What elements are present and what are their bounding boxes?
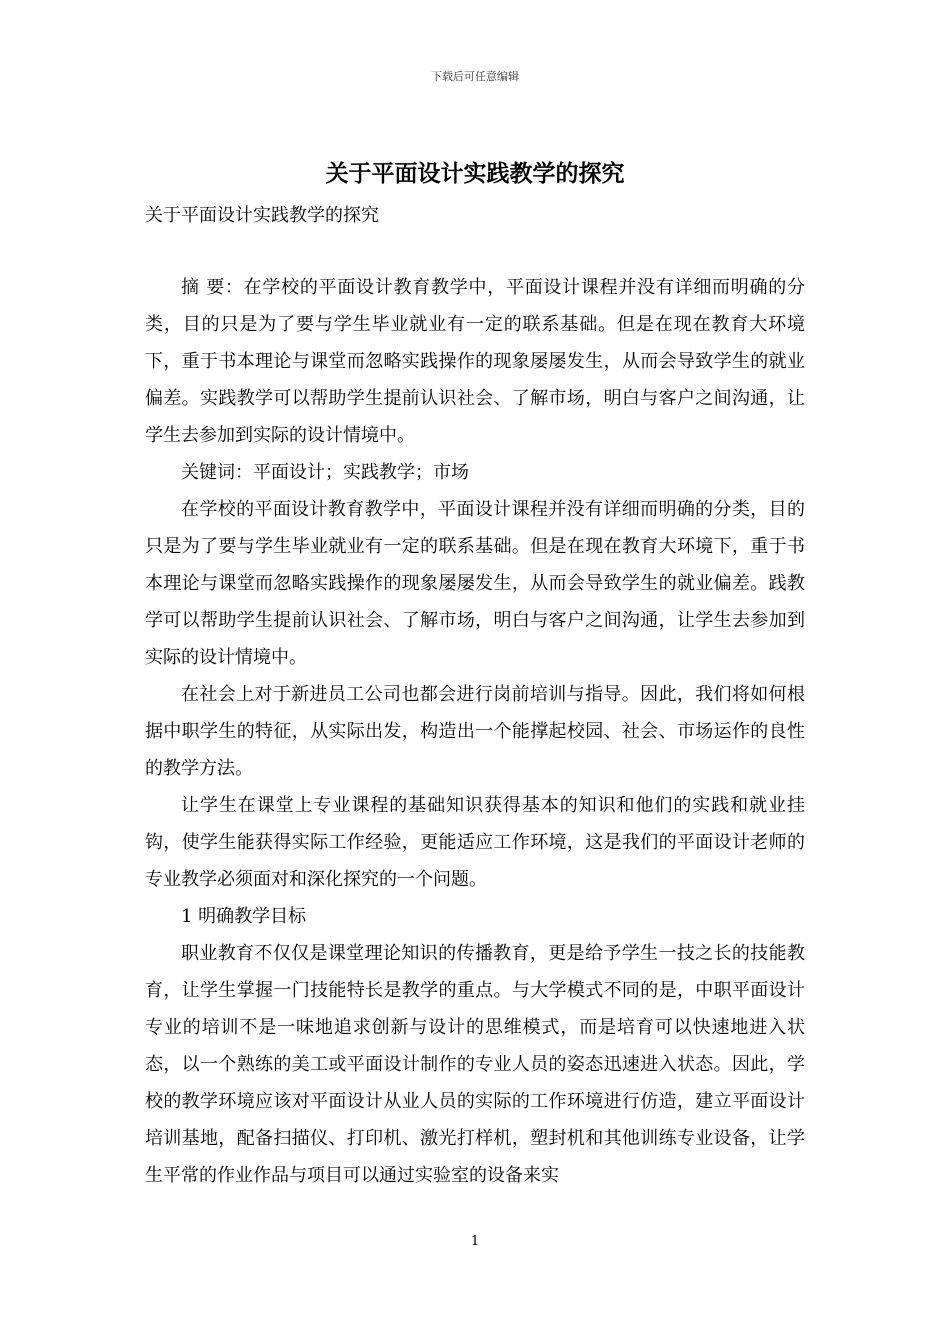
body-paragraph: 在社会上对于新进员工公司也都会进行岗前培训与指导。因此，我们将如何根据中职学生的特征，从实际出发，构造出一个能撑起校园、社会、市场运作的良性的教学方法。 xyxy=(145,684,805,779)
document-body xyxy=(145,269,805,1194)
body-paragraph: 在学校的平面设计教育教学中，平面设计课程并没有详细而明确的分类，目的只是为了要与学生毕业就业有一定的联系基础。但是在现在教育大环境下，重于书本理论与课堂而忽略实践操作的现象屡屡发生，从而会导致学生的就业偏差。践教学可以帮助学生提前认识社会、了解市场，明白与客户之间沟通，让学生去参加到实际的设计情境中。 xyxy=(145,499,805,668)
body-paragraph: 让学生在课堂上专业课程的基础知识获得基本的知识和他们的实践和就业挂钩，使学生能获得实际工作经验，更能适应工作环境，这是我们的平面设计老师的专业教学必须面对和深化探究的一个问题。 xyxy=(145,795,805,890)
body-paragraph: 职业教育不仅仅是课堂理论知识的传播教育，更是给予学生一技之长的技能教育，让学生掌握一门技能特长是教学的重点。与大学模式不同的是，中职平面设计专业的培训不是一味地追求创新与设计的思维模式，而是培育可以快速地进入状态，以一个熟练的美工或平面设计制作的专业人员的姿态迅速进入状态。因此，学校的教学环境应该对平面设计从业人员的实际的工作环境进行仿造，建立平面设计培训基地，配备扫描仪、打印机、激光打样机，塑封机和其他训练专业设备，让学生平常的作业作品与项目可以通过实验室的设备来实 xyxy=(145,943,805,1186)
document-title: 关于平面设计实践教学的探究 xyxy=(325,160,625,187)
header-note: 下载后可任意编辑 xyxy=(431,70,519,83)
document-subtitle: 关于平面设计实践教学的探究 xyxy=(145,205,379,226)
section-heading: 1 明确教学目标 xyxy=(181,906,307,927)
page-number: 1 xyxy=(470,1234,480,1249)
keywords-paragraph: 关键词：平面设计；实践教学；市场 xyxy=(181,462,469,483)
abstract-paragraph: 摘 要：在学校的平面设计教育教学中，平面设计课程并没有详细而明确的分类，目的只是为了要与学生毕业就业有一定的联系基础。但是在现在教育大环境下，重于书本理论与课堂而忽略实践操作的现象屡屡发生，从而会导致学生的就业偏差。实践教学可以帮助学生提前认识社会、了解市场，明白与客户之间沟通，让学生去参加到实际的设计情境中。 xyxy=(145,277,805,446)
